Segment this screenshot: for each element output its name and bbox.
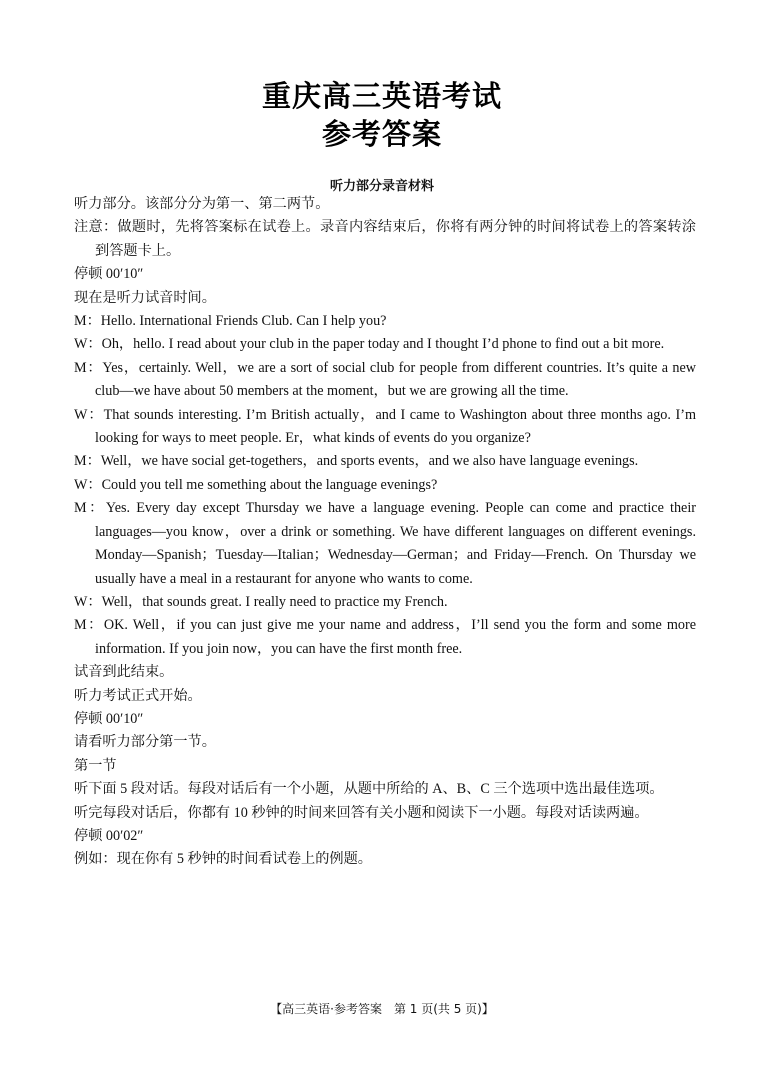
dialogue-line: M：Hello. International Friends Club. Can I help you? [74,313,387,330]
dialogue-line: M：Yes. Every day except Thursday we have a language evening. People can come and practice their languages—you know，over a drink or something. We have different languages on different evenings. Monday—Spanish；Tuesday—Italian；Wednesday—German；and Friday—French. On Thursday we usually have a meal in a restaurant for anyone who wants to come. [74,500,696,587]
section-title: 听力部分录音材料 [329,179,434,194]
document-subtitle: 参考答案 [321,117,442,151]
text-paragraph: 注意：做题时，先将答案标在试卷上。录音内容结束后，你将有两分钟的时间将试卷上的答案转涂到答题卡上。 [74,219,696,259]
text-line: 请看听力部分第一节。 [74,734,216,751]
pause-line: 停顿 00′02″ [74,827,144,844]
text-line: 听下面 5 段对话。每段对话后有一个小题，从题中所给的 A、B、C 三个选项中选出最佳选项。 [74,781,664,798]
text-line: 现在是听力试音时间。 [74,289,216,306]
document-title: 重庆高三英语考试 [261,79,502,113]
dialogue-line: W：Oh，hello. I read about your club in the paper today and I thought I’d phone to find out a bit more. [74,336,665,353]
text-line: 听力部分。该部分分为第一、第二两节。 [74,196,330,212]
dialogue-line: M：Well，we have social get-togethers，and sports events，and we also have language evenings. [74,453,639,470]
dialogue-line: W：Could you tell me something about the language evenings? [74,476,438,493]
transcript-body [74,193,696,872]
dialogue-line: W：Well，that sounds great. I really need to practice my French. [74,593,448,610]
pause-line: 停顿 00′10″ [74,710,144,727]
text-line: 听力考试正式开始。 [74,687,202,704]
section-heading: 第一节 [74,757,117,774]
dialogue-line: M：Yes，certainly. Well，we are a sort of social club for people from different countries. It’s quite a new club—we have about 50 members at the moment，but we are growing all the time. [74,359,696,400]
dialogue-line: M：OK. Well，if you can just give me your name and address，I’ll send you the form and some more information. If you join now，you can have the first month free. [74,617,696,657]
pause-line: 停顿 00′10″ [74,266,144,283]
dialogue-line: W：That sounds interesting. I’m British actually，and I came to Washington about three months ago. I’m looking for ways to meet people. Er，what kinds of events do you organize? [74,406,696,447]
text-line: 例如：现在你有 5 秒钟的时间看试卷上的例题。 [74,851,372,868]
text-line: 试音到此结束。 [74,664,174,681]
text-line: 听完每段对话后，你都有 10 秒钟的时间来回答有关小题和阅读下一小题。每段对话读两遍。 [74,804,649,821]
page-footer: 【高三英语·参考答案 第 1 页(共 5 页)】 [270,1002,494,1016]
